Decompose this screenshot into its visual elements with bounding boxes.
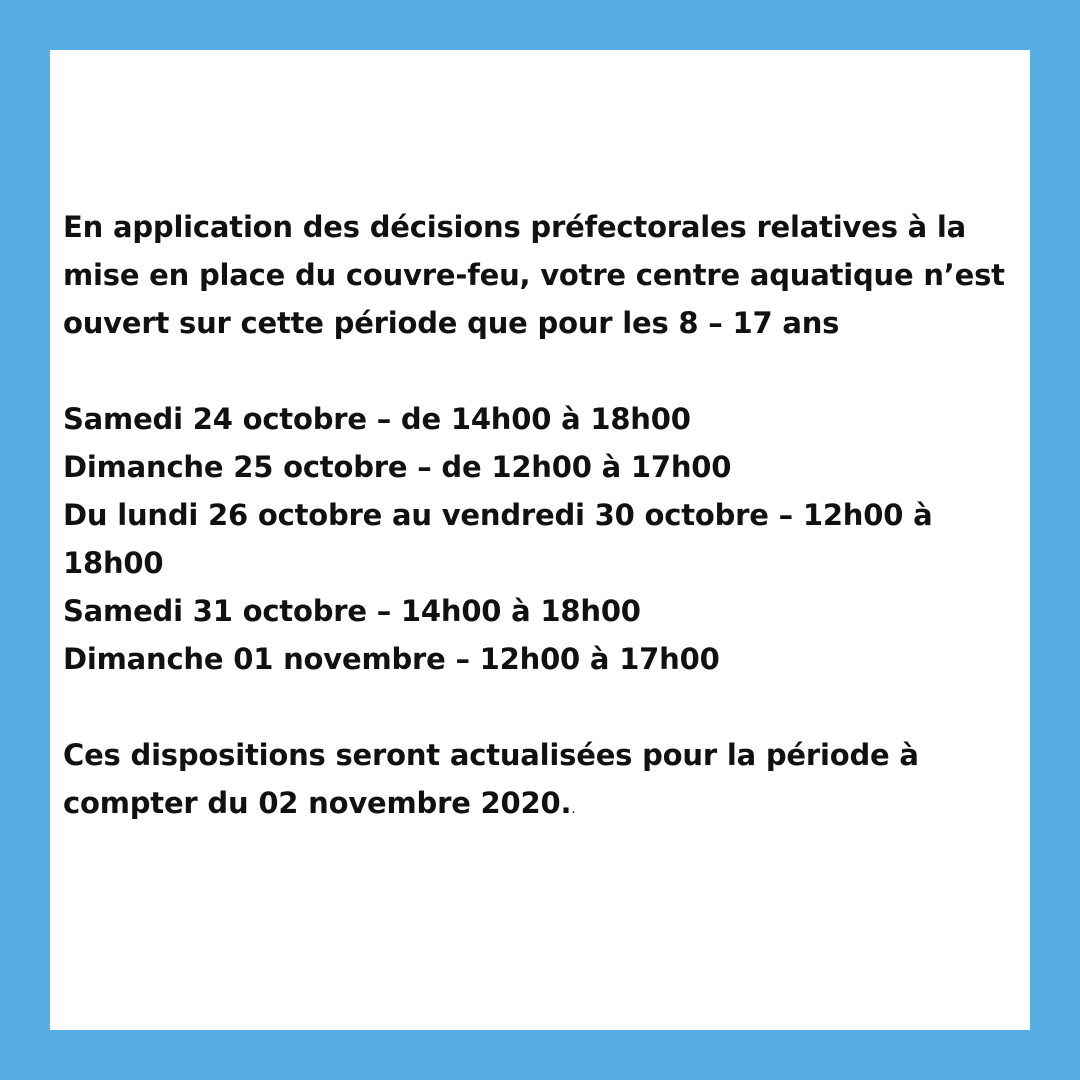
schedule-line-saturday-24: Samedi 24 octobre – de 14h00 à 18h00 — [63, 402, 691, 436]
schedule-line-sunday-25: Dimanche 25 octobre – de 12h00 à 17h00 — [63, 450, 732, 484]
notice-intro: En application des décisions préfectorales relatives à la mise en place du couvre-feu, votre centre aquatique n’est ouvert sur cette période que pour les 8 – 17 ans — [63, 210, 1005, 340]
schedule-line-saturday-31: Samedi 31 octobre – 14h00 à 18h00 — [63, 594, 641, 628]
notice-outro: Ces dispositions seront actualisées pour la période à compter du 02 novembre 2020. — [63, 738, 919, 820]
notice-outro-paragraph — [63, 731, 1018, 833]
opening-schedule — [63, 395, 1018, 683]
notice-content — [63, 203, 1018, 833]
notice-outro-trailing-dot: . — [571, 801, 576, 817]
schedule-line-weekdays-26-30: Du lundi 26 octobre au vendredi 30 octobre – 12h00 à 18h00 — [63, 498, 933, 580]
notice-card — [50, 50, 1030, 1030]
schedule-line-sunday-01: Dimanche 01 novembre – 12h00 à 17h00 — [63, 642, 720, 676]
